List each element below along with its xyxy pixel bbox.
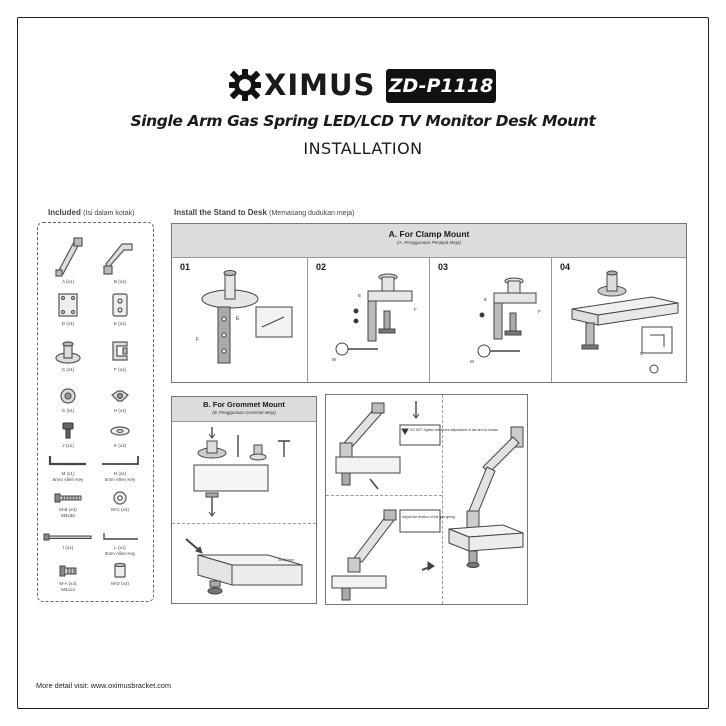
part-h: H (x1) — [92, 385, 148, 414]
clamp-step-2: 02 E F M — [308, 257, 430, 382]
part-m-d: M-D (x4) — [92, 562, 148, 587]
arm-assembled-illustration — [443, 415, 528, 585]
arm-mount-panel — [325, 394, 528, 605]
grommet-step-1-illustration — [172, 421, 316, 523]
clamp-step-3: 03 E F M — [430, 257, 552, 382]
part-e: E (x1) — [92, 292, 148, 327]
part-j: J (x1) — [40, 420, 96, 449]
callout-f: F — [196, 337, 200, 343]
model-badge: ZD-P1118 — [386, 69, 496, 103]
callout-e: E — [358, 293, 362, 298]
knob-icon — [56, 385, 80, 407]
grommet-mount-panel — [171, 396, 317, 604]
part-d: D (x1) — [40, 292, 96, 327]
grommet-mount-header: B. For Grommet Mount (B. Penggunaan Grommet Meja) — [172, 397, 316, 422]
callout-c: C — [640, 351, 644, 356]
part-k: K (x1) — [92, 420, 148, 449]
short-screw-icon — [56, 562, 80, 580]
thickness-dimension: 10-50mm — [278, 558, 295, 562]
vesa-plate-icon — [53, 292, 83, 320]
grommet-step-2-illustration — [172, 525, 316, 603]
brand-logo — [228, 68, 375, 102]
brand-name: XIMUS — [264, 68, 376, 102]
warning-tighten: DO NOT tighten the screw adjustment of the arm to loosen — [410, 428, 499, 432]
part-a: A (x1) — [40, 234, 96, 285]
callout-f: F — [414, 307, 417, 312]
part-m-c: M-C (x4) — [92, 490, 148, 513]
monitor-arm-icon — [48, 234, 88, 278]
washer-icon — [108, 490, 132, 506]
callout-f: F — [538, 309, 541, 314]
bracket-plate-icon — [105, 292, 135, 320]
long-bolt-icon — [42, 530, 94, 544]
clamp-base-icon — [51, 338, 85, 366]
clamp-step-1: 01 E F — [172, 257, 308, 382]
part-g: G (x1) — [40, 385, 96, 414]
screw-icon — [51, 490, 85, 506]
clamp-step-4-illustration — [552, 257, 686, 381]
grommet-divider — [172, 523, 316, 524]
arm-step-2-illustration — [326, 496, 455, 604]
part-n: N (x1) 5mm Allen Key — [92, 452, 148, 482]
part-c: C (x1) — [40, 338, 96, 373]
allen-key-icon — [98, 530, 142, 544]
installation-heading: INSTALLATION — [303, 139, 423, 158]
part-l: L (x1) 3mm Allen Key — [92, 530, 148, 556]
clamp-step-2-illustration — [308, 257, 428, 381]
part-m-a: M-A (x4) M4x12 — [40, 562, 96, 592]
footer-website: More detail visit: www.oximusbracket.com — [36, 681, 172, 690]
callout-e: E — [236, 316, 240, 322]
allen-key-icon — [98, 452, 142, 470]
warning-adjust: Adjust the tension of the gas spring — [402, 515, 455, 519]
bolt-icon — [56, 420, 80, 442]
install-heading: Install the Stand to Desk (Memasang dudukan meja) — [174, 208, 355, 217]
spacer-icon — [108, 562, 132, 580]
clamp-mount-panel — [171, 223, 687, 383]
clamp-step-4: 04 C — [552, 257, 686, 382]
included-heading: Included (Isi dalam kotak) — [48, 208, 135, 217]
arm-segment-icon — [100, 234, 140, 278]
part-i: I (x1) — [40, 530, 96, 551]
clamp-step-3-illustration — [430, 257, 550, 381]
arm-step-1-illustration — [326, 395, 499, 495]
product-title: Single Arm Gas Spring LED/LCD TV Monitor Desk Mount — [130, 112, 596, 130]
callout-m: M — [470, 359, 474, 364]
part-b: B (x1) — [92, 234, 148, 285]
part-m-b: M-B (x4) M4x30 — [40, 490, 96, 518]
allen-key-icon — [46, 452, 90, 470]
callout-m: M — [332, 357, 336, 362]
c-clamp-icon — [103, 338, 137, 366]
callout-e: E — [484, 297, 488, 302]
part-m: M (x1) 6mm Allen Key — [40, 452, 96, 482]
gear-logo-icon — [228, 68, 262, 102]
clamp-mount-header: A. For Clamp Mount (A. Penggunaan Penjepit Meja) — [172, 224, 686, 258]
part-f: F (x1) — [92, 338, 148, 373]
washer-icon — [108, 420, 132, 442]
wing-nut-icon — [108, 385, 132, 407]
clamp-step-1-illustration — [172, 257, 306, 381]
